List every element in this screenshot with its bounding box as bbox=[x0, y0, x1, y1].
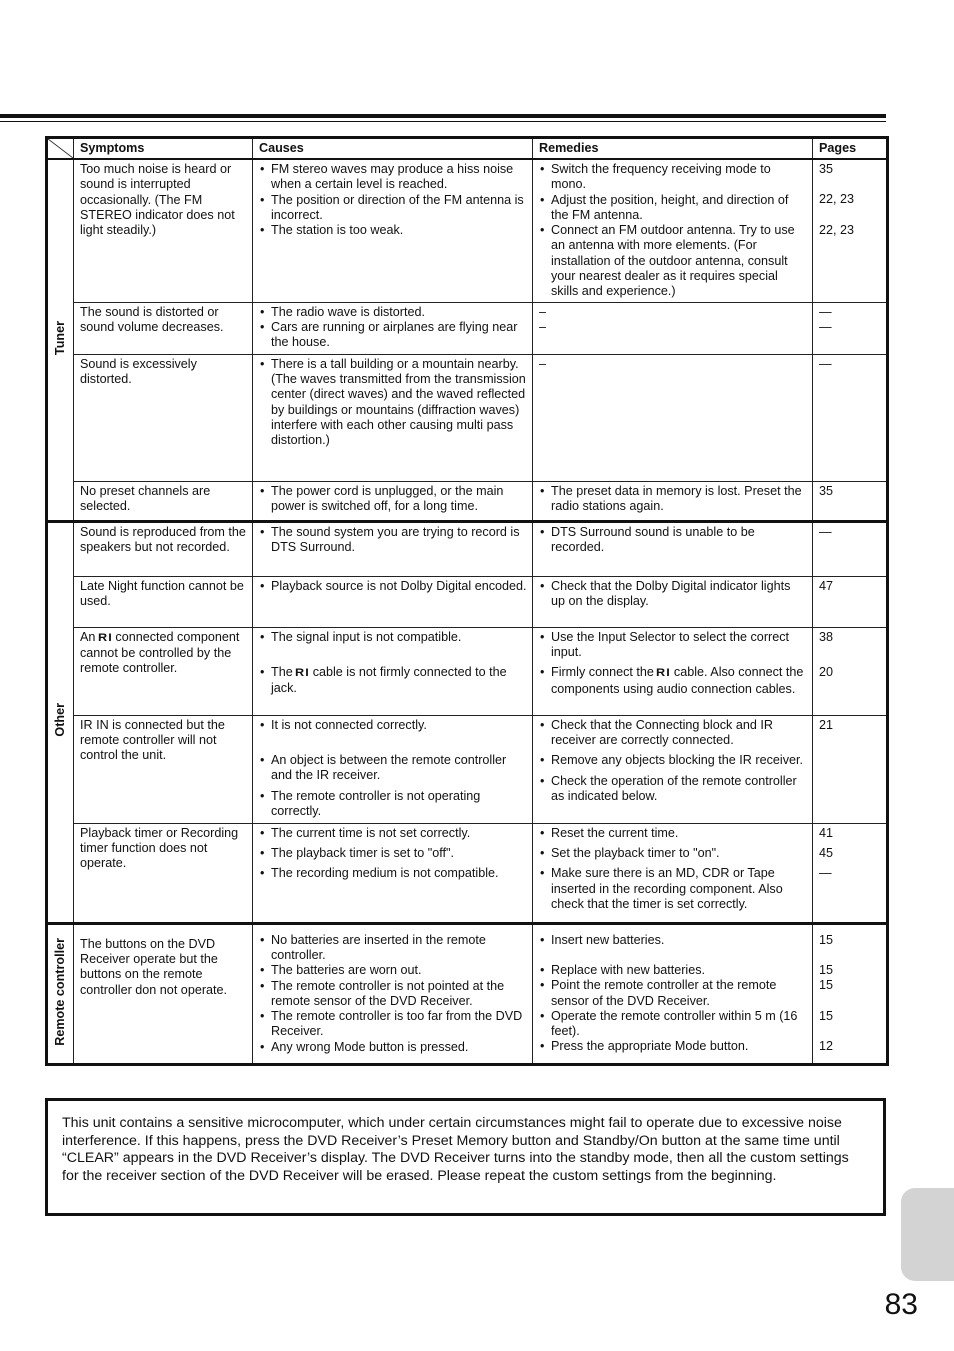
causes-cell bbox=[253, 715, 533, 823]
pages-cell bbox=[813, 923, 888, 1064]
cause-item: • The recording medium is not compatible. bbox=[259, 866, 527, 881]
remedy-item: • Operate the remote controller within 5 m (16 feet). bbox=[539, 1009, 807, 1040]
symptom-cell: Sound is excessively distorted. bbox=[74, 354, 253, 481]
pages-cell bbox=[813, 576, 888, 627]
symptom-cell: Too much noise is heard or sound is interrupted occasionally. (The FM STEREO indicator does not light steadily.) bbox=[74, 159, 253, 302]
remedies-cell bbox=[533, 354, 813, 481]
table-row bbox=[47, 823, 888, 923]
cause-item: • There is a tall building or a mountain nearby. (The waves transmitted from the transmission center (direct waves) and the waved reflected by buildings or mountains (diffraction waves) interfere with each other causing multi pass distortion.) bbox=[259, 357, 527, 449]
pages-cell bbox=[813, 481, 888, 521]
symptom-cell: Playback timer or Recording timer function does not operate. bbox=[74, 823, 253, 923]
page-ref: 38 bbox=[819, 629, 834, 644]
page-ref: 15 bbox=[819, 1008, 834, 1023]
notice-text: This unit contains a sensitive microcomputer, which under certain circumstances might fail to operate due to excessive noise interference. If this happens, press the DVD Receiver’s Preset Memory button and Standby/On button at the same time until “CLEAR” appears in the DVD Receiver’s display. The DVD Receiver turns into the standby mode, then all the custom settings for the receiver section of the DVD Receiver will be erased. Please repeat the custom settings from the beginning. bbox=[62, 1115, 849, 1184]
cause-item: • No batteries are inserted in the remote controller. bbox=[259, 933, 527, 964]
page-ref: 41 bbox=[819, 825, 834, 840]
page-ref: 20 bbox=[819, 664, 834, 679]
table-row bbox=[47, 481, 888, 521]
symptom-cell: No preset channels are selected. bbox=[74, 481, 253, 521]
remedies-cell bbox=[533, 823, 813, 923]
cause-item: • Playback source is not Dolby Digital encoded. bbox=[259, 579, 527, 594]
cause-item: • FM stereo waves may produce a hiss noise when a certain level is reached. bbox=[259, 162, 527, 193]
cause-item: • The signal input is not compatible. bbox=[259, 630, 527, 645]
causes-cell bbox=[253, 159, 533, 302]
pages-cell bbox=[813, 354, 888, 481]
page-ref: 45 bbox=[819, 845, 834, 860]
causes-cell bbox=[253, 354, 533, 481]
remedy-text: Firmly connect the bbox=[551, 665, 654, 680]
troubleshooting-table bbox=[45, 136, 889, 1066]
remedies-cell bbox=[533, 481, 813, 521]
page-ref: — bbox=[819, 356, 832, 371]
symptom-cell: Late Night function cannot be used. bbox=[74, 576, 253, 627]
table-row bbox=[47, 521, 888, 576]
remedy-item: • The preset data in memory is lost. Preset the radio stations again. bbox=[539, 484, 807, 515]
page-ref: 15 bbox=[819, 978, 834, 993]
ri-logo-icon: RI bbox=[97, 631, 113, 644]
remedy-item: • Check that the Connecting block and IR receiver are correctly connected. bbox=[539, 718, 807, 749]
cause-item: • Any wrong Mode button is pressed. bbox=[259, 1040, 527, 1055]
table-header-row bbox=[47, 138, 888, 160]
remedy-item: • Set the playback timer to "on". bbox=[539, 846, 807, 861]
remedy-item: • Adjust the position, height, and direction of the FM antenna. bbox=[539, 193, 807, 224]
remedy-item: • Reset the current time. bbox=[539, 826, 807, 841]
remedies-cell bbox=[533, 923, 813, 1064]
page-ref: 15 bbox=[819, 962, 834, 977]
page-ref: — bbox=[819, 319, 832, 334]
cause-item: • It is not connected correctly. bbox=[259, 718, 527, 733]
page-ref: 21 bbox=[819, 717, 834, 732]
header-rule-thick bbox=[0, 114, 886, 118]
header-pages: Pages bbox=[813, 138, 888, 160]
remedies-cell bbox=[533, 576, 813, 627]
cause-item: • An object is between the remote controller and the IR receiver. bbox=[259, 753, 527, 784]
causes-cell bbox=[253, 627, 533, 715]
cause-item: • Cars are running or airplanes are flying near the house. bbox=[259, 320, 527, 351]
page-ref: — bbox=[819, 524, 832, 539]
remedy-item: – bbox=[539, 356, 547, 371]
causes-cell bbox=[253, 923, 533, 1064]
cause-item: • The remote controller is not operating correctly. bbox=[259, 789, 527, 820]
remedy-item: • Check that the Dolby Digital indicator lights up on the display. bbox=[539, 579, 807, 610]
group-label-tuner bbox=[47, 159, 74, 521]
page-ref: 15 bbox=[819, 932, 834, 947]
page-ref: — bbox=[819, 304, 832, 319]
pages-cell bbox=[813, 823, 888, 923]
cause-item: • The station is too weak. bbox=[259, 223, 527, 238]
cause-item: • The remote controller is not pointed at the remote sensor of the DVD Receiver. bbox=[259, 979, 527, 1010]
page-ref: 22, 23 bbox=[819, 222, 855, 237]
symptom-cell: Sound is reproduced from the speakers but not recorded. bbox=[74, 521, 253, 576]
side-tab bbox=[901, 1188, 954, 1281]
table-row bbox=[47, 302, 888, 354]
header-remedies: Remedies bbox=[533, 138, 813, 160]
notice-box bbox=[45, 1098, 886, 1216]
page-ref: 35 bbox=[819, 483, 834, 498]
pages-cell bbox=[813, 159, 888, 302]
remedies-cell bbox=[533, 715, 813, 823]
remedies-cell bbox=[533, 302, 813, 354]
remedy-item: • Replace with new batteries. bbox=[539, 963, 807, 978]
remedy-item: • Insert new batteries. bbox=[539, 933, 807, 948]
cause-item: • The current time is not set correctly. bbox=[259, 826, 527, 841]
causes-cell bbox=[253, 481, 533, 521]
causes-cell bbox=[253, 576, 533, 627]
page-ref: 47 bbox=[819, 578, 834, 593]
remedies-cell bbox=[533, 159, 813, 302]
symptom-cell bbox=[74, 627, 253, 715]
remedy-item: • Press the appropriate Mode button. bbox=[539, 1039, 807, 1054]
remedies-cell bbox=[533, 521, 813, 576]
remedy-text: cable. Also connect the components using audio connection cables. bbox=[551, 665, 804, 696]
causes-cell bbox=[253, 521, 533, 576]
table-row bbox=[47, 627, 888, 715]
remedy-item: – bbox=[539, 304, 547, 319]
remedy-item: • DTS Surround sound is unable to be recorded. bbox=[539, 525, 807, 556]
pages-cell bbox=[813, 521, 888, 576]
group-tuner-text: Tuner bbox=[52, 320, 67, 355]
remedies-cell bbox=[533, 627, 813, 715]
corner-cell bbox=[47, 138, 74, 160]
page-ref: 12 bbox=[819, 1038, 834, 1053]
page-ref: — bbox=[819, 866, 832, 881]
remedy-item: • Use the Input Selector to select the correct input. bbox=[539, 630, 807, 661]
group-label-remote bbox=[47, 923, 74, 1064]
remedy-item: – bbox=[539, 319, 547, 334]
page-number: 83 bbox=[884, 1288, 918, 1321]
cause-item bbox=[259, 665, 527, 697]
symptom-cell: IR IN is connected but the remote controller will not control the unit. bbox=[74, 715, 253, 823]
pages-cell bbox=[813, 627, 888, 715]
causes-cell bbox=[253, 823, 533, 923]
cause-item: • The batteries are worn out. bbox=[259, 963, 527, 978]
remedy-item: • Point the remote controller at the remote sensor of the DVD Receiver. bbox=[539, 978, 807, 1009]
symptom-cell: The buttons on the DVD Receiver operate but the buttons on the remote controller don not operate. bbox=[74, 923, 253, 1064]
cause-item: • The position or direction of the FM antenna is incorrect. bbox=[259, 193, 527, 224]
cause-text: cable is not firmly connected to the jack. bbox=[271, 664, 507, 696]
symptom-cell: The sound is distorted or sound volume decreases. bbox=[74, 302, 253, 354]
symptom-text: An bbox=[80, 629, 96, 644]
header-symptoms: Symptoms bbox=[74, 138, 253, 160]
remedy-item: • Remove any objects blocking the IR receiver. bbox=[539, 753, 807, 768]
causes-cell bbox=[253, 302, 533, 354]
table-row bbox=[47, 715, 888, 823]
cause-item: • The remote controller is too far from the DVD Receiver. bbox=[259, 1009, 527, 1040]
group-other-text: Other bbox=[52, 703, 67, 737]
table-row bbox=[47, 354, 888, 481]
ri-logo-icon: RI bbox=[295, 666, 311, 679]
cause-item: • The power cord is unplugged, or the main power is switched off, for a long time. bbox=[259, 484, 527, 515]
cause-item: • The sound system you are trying to record is DTS Surround. bbox=[259, 525, 527, 556]
pages-cell bbox=[813, 302, 888, 354]
group-remote-text: Remote controller bbox=[52, 937, 67, 1046]
remedy-item: • Check the operation of the remote controller as indicated below. bbox=[539, 774, 807, 805]
header-causes: Causes bbox=[253, 138, 533, 160]
cause-item: • The playback timer is set to "off". bbox=[259, 846, 527, 861]
page-ref: 22, 23 bbox=[819, 192, 855, 207]
table-row bbox=[47, 923, 888, 1064]
pages-cell bbox=[813, 715, 888, 823]
table-row bbox=[47, 576, 888, 627]
remedy-item bbox=[539, 665, 807, 697]
symptom-text: connected component cannot be controlled by the remote controller. bbox=[80, 629, 240, 676]
ri-logo-icon: RI bbox=[656, 667, 672, 680]
cause-item: • The radio wave is distorted. bbox=[259, 305, 527, 320]
page-ref: 35 bbox=[819, 162, 834, 176]
remedy-item: • Make sure there is an MD, CDR or Tape inserted in the recording component. Also check that the timer is set correctly. bbox=[539, 866, 807, 912]
cause-text: The bbox=[271, 664, 293, 679]
table-row bbox=[47, 159, 888, 302]
header-rule-thin bbox=[0, 121, 886, 122]
remedy-item: • Connect an FM outdoor antenna. Try to use an antenna with more elements. (For installation of the outdoor antenna, consult your nearest dealer as it requires special skills and experience.) bbox=[539, 223, 807, 299]
group-label-other bbox=[47, 521, 74, 923]
remedy-item: • Switch the frequency receiving mode to mono. bbox=[539, 162, 807, 193]
